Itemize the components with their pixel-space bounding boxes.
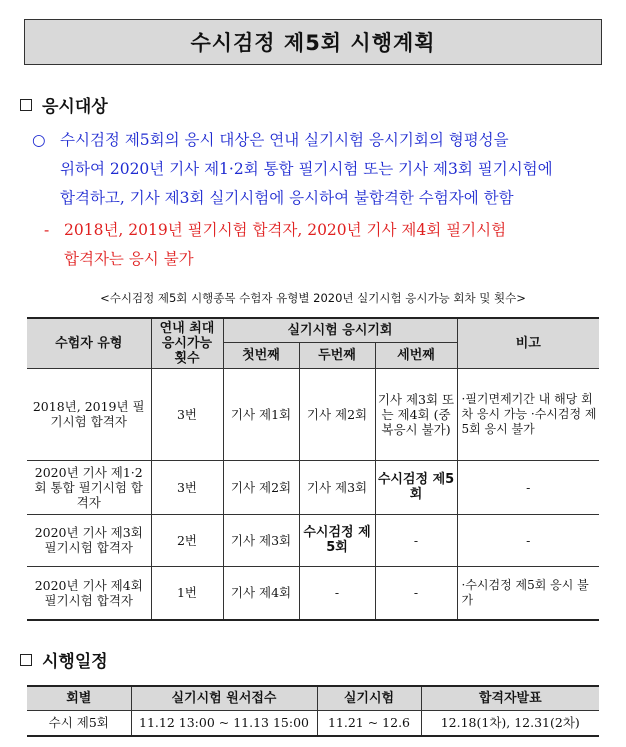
cell-third: 수시검정 제5회 [375,460,457,514]
paragraph-line: 위하여 2020년 기사 제1·2회 통합 필기시험 또는 기사 제3회 필기시험에 [60,160,553,178]
section-heading-label: 응시대상 [42,97,108,117]
cell-remark: - [457,514,599,566]
cell-third: - [375,514,457,566]
eligibility-table [27,317,599,621]
cell-third: 기사 제3회 또는 제4회 (중복응시 불가) [375,368,457,460]
header-examinee-type: 수험자 유형 [27,318,151,368]
paragraph-line: 합격하고, 기사 제3회 실기시험에 응시하여 불합격한 수험자에 한함 [60,189,514,207]
page-title: 수시검정 제5회 시행계획 [24,19,602,65]
header-round: 회별 [27,686,131,710]
cell-count: 3번 [151,368,223,460]
header-max-count: 연내 최대 응시가능 횟수 [151,318,223,368]
checkbox-square-icon [20,99,32,111]
schedule-table [27,685,599,737]
cell-third: - [375,566,457,620]
cell-second: 수시검정 제5회 [299,514,375,566]
table-row [27,514,599,566]
cell-exam: 11.21 ~ 12.6 [317,710,421,736]
cell-first: 기사 제2회 [223,460,299,514]
table-row [27,368,599,460]
cell-round: 수시 제5회 [27,710,131,736]
cell-announcement: 12.18(1차), 12.31(2차) [421,710,599,736]
table-row [27,460,599,514]
note-line: 2018년, 2019년 필기시험 합격자, 2020년 기사 제4회 필기시험 [64,221,507,239]
header-remark: 비고 [457,318,599,368]
cell-remark: - [457,460,599,514]
cell-second: - [299,566,375,620]
eligibility-bullet [32,126,46,155]
cell-count: 2번 [151,514,223,566]
note-dash: - [44,221,50,239]
cell-application: 11.12 13:00 ~ 11.13 15:00 [131,710,317,736]
section-heading-eligibility [20,92,108,117]
cell-type: 2020년 기사 제1·2회 통합 필기시험 합격자 [27,460,151,514]
cell-type: 2018년, 2019년 필기시험 합격자 [27,368,151,460]
cell-first: 기사 제3회 [223,514,299,566]
cell-remark: ·수시검정 제5회 응시 불가 [457,566,599,620]
header-opportunity: 실기시험 응시기회 [223,318,457,342]
section-heading-schedule [20,647,108,672]
bullet-circle-icon: ○ [32,131,46,149]
header-third: 세번째 [375,342,457,368]
eligibility-paragraph [60,126,610,213]
header-announcement: 합격자발표 [421,686,599,710]
table-row [27,566,599,620]
cell-first: 기사 제4회 [223,566,299,620]
table-caption: <수시검정 제5회 시행종목 수험자 유형별 2020년 실기시험 응시가능 회차 및 횟수> [100,291,526,305]
exclusion-note [64,216,609,274]
table-row [27,710,599,736]
cell-first: 기사 제1회 [223,368,299,460]
header-first: 첫번째 [223,342,299,368]
header-application: 실기시험 원서접수 [131,686,317,710]
cell-type: 2020년 기사 제4회 필기시험 합격자 [27,566,151,620]
cell-count: 3번 [151,460,223,514]
cell-type: 2020년 기사 제3회 필기시험 합격자 [27,514,151,566]
header-exam: 실기시험 [317,686,421,710]
cell-second: 기사 제2회 [299,368,375,460]
header-second: 두번째 [299,342,375,368]
paragraph-line: 수시검정 제5회의 응시 대상은 연내 실기시험 응시기회의 형평성을 [60,131,509,149]
note-line: 합격자는 응시 불가 [64,250,194,268]
cell-second: 기사 제3회 [299,460,375,514]
cell-count: 1번 [151,566,223,620]
checkbox-square-icon [20,654,32,666]
section-heading-label: 시행일정 [42,652,108,672]
cell-remark: ·필기면제기간 내 해당 회차 응시 가능 ·수시검정 제5회 응시 불가 [457,368,599,460]
